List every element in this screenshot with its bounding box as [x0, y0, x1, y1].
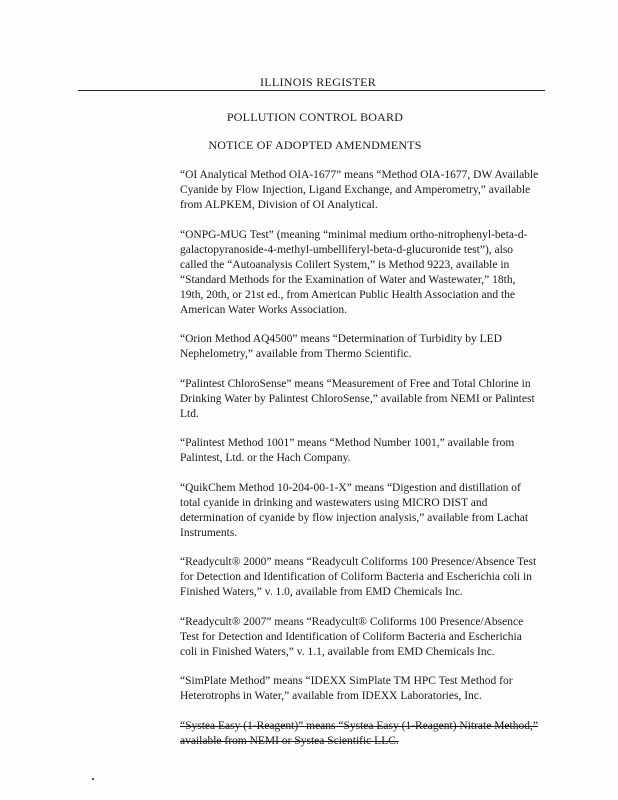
scan-speck	[92, 778, 94, 780]
struck-definition-paragraph: “Systea Easy (1-Reagent)” means “Systea Easy (1-Reagent) Nitrate Method,” available from NEMI or Systea Scientific LLC.	[180, 719, 538, 747]
definitions-list	[180, 168, 540, 763]
register-title-text: ILLINOIS REGISTER	[256, 75, 380, 89]
definition-paragraph: “Palintest Method 1001” means “Method Number 1001,” available from Palintest, Ltd. or the Hach Company.	[180, 437, 515, 464]
definition-paragraph: “QuikChem Method 10-204-00-1-X” means “Digestion and distillation of total cyanide in drinking and wastewaters using MICRO DIST and determination of cyanide by flow injection analysis,” available from Lachat Instruments.	[180, 481, 529, 539]
definition-paragraph: “Readycult® 2007” means “Readycult® Coliforms 100 Presence/Absence Test for Detection and Identification of Coliform Bacteria and Escherichia coli in Finished Waters,” v. 1.1, available from EMD Chemicals Inc.	[180, 615, 524, 658]
definition-paragraph: “SimPlate Method” means “IDEXX SimPlate TM HPC Test Method for Heterotrophs in Water,” available from IDEXX Laboratories, Inc.	[180, 675, 513, 702]
header-rule	[78, 90, 545, 91]
definition-paragraph: “Palintest ChloroSense” means “Measurement of Free and Total Chlorine in Drinking Water by Palintest ChloroSense,” available from NEMI or Palintest Ltd.	[180, 377, 535, 420]
definition-paragraph: “ONPG-MUG Test” (meaning “minimal medium ortho-nitrophenyl-beta-d-galactopyranoside-4-methyl-umbelliferyl-beta-d-glucuronide test”), also called the “Autoanalysis Colilert System,” is Method 9223, available in “Standard Methods for the Examination of Water and Wastewater,” 18th, 19th, 20th, or 21st ed., from American Public Health Association and the American Water Works Association.	[180, 228, 528, 316]
register-title	[0, 75, 618, 90]
definition-paragraph: “Orion Method AQ4500” means “Determination of Turbidity by LED Nephelometry,” available from Thermo Scientific.	[180, 333, 502, 360]
definition-paragraph: “OI Analytical Method OIA-1677” means “Method OIA-1677, DW Available Cyanide by Flow Injection, Ligand Exchange, and Amperometry,” available from ALPKEM, Division of OI Analytical.	[180, 169, 539, 211]
definition-paragraph: “Readycult® 2000” means “Readycult Coliforms 100 Presence/Absence Test for Detection and Identification of Coliform Bacteria and Escherichia coli in Finished Waters,” v. 1.0, available from EMD Chemicals Inc.	[180, 556, 537, 598]
notice-title: NOTICE OF ADOPTED AMENDMENTS	[208, 138, 422, 152]
board-title: POLLUTION CONTROL BOARD	[226, 110, 404, 124]
